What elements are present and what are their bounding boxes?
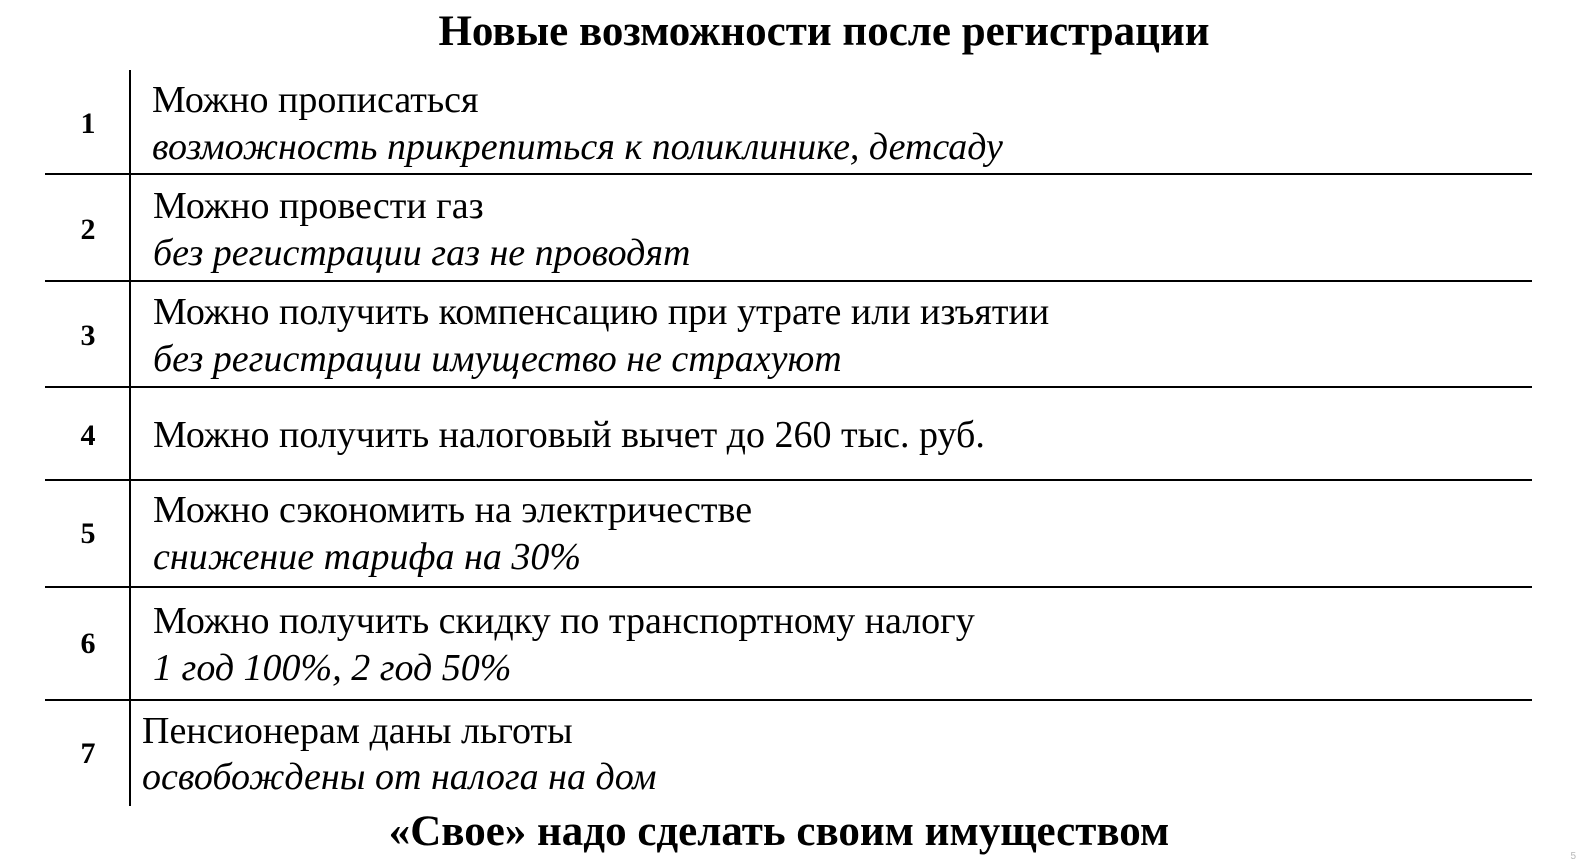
row-note: без регистрации имущество не страхуют [153, 338, 842, 380]
page-number: 5 [1570, 851, 1576, 862]
row-divider [45, 386, 1532, 388]
row-note: возможность прикрепиться к поликлинике, детсаду [152, 126, 1003, 168]
row-number: 7 [80, 737, 96, 770]
row-title: Можно провести газ [153, 185, 484, 227]
row-title: Можно получить скидку по транспортному налогу [153, 600, 975, 642]
row-divider [45, 173, 1532, 175]
row-title: Пенсионерам даны льготы [142, 710, 573, 752]
row-divider [45, 280, 1532, 282]
footer-slogan: «Свое» надо сделать своим имуществом [388, 808, 1170, 855]
row-note: освобождены от налога на дом [142, 756, 657, 798]
row-number: 4 [80, 419, 96, 452]
page-title: Новые возможности после регистрации [438, 8, 1210, 55]
row-divider [45, 699, 1532, 701]
row-divider [45, 479, 1532, 481]
row-note: без регистрации газ не проводят [153, 232, 691, 274]
row-title: Можно получить компенсацию при утрате или изъятии [153, 291, 1050, 333]
row-title: Можно получить налоговый вычет до 260 тыс. руб. [153, 414, 985, 456]
row-note: снижение тарифа на 30% [153, 536, 582, 578]
row-divider [45, 586, 1532, 588]
row-note: 1 год 100%, 2 год 50% [153, 647, 512, 689]
row-number: 3 [80, 319, 96, 352]
row-title: Можно сэкономить на электричестве [153, 489, 753, 531]
row-number: 1 [80, 107, 96, 140]
column-divider [129, 70, 131, 806]
row-number: 6 [80, 627, 96, 660]
row-number: 5 [80, 517, 96, 550]
row-number: 2 [80, 213, 96, 246]
row-title: Можно прописаться [152, 79, 479, 121]
